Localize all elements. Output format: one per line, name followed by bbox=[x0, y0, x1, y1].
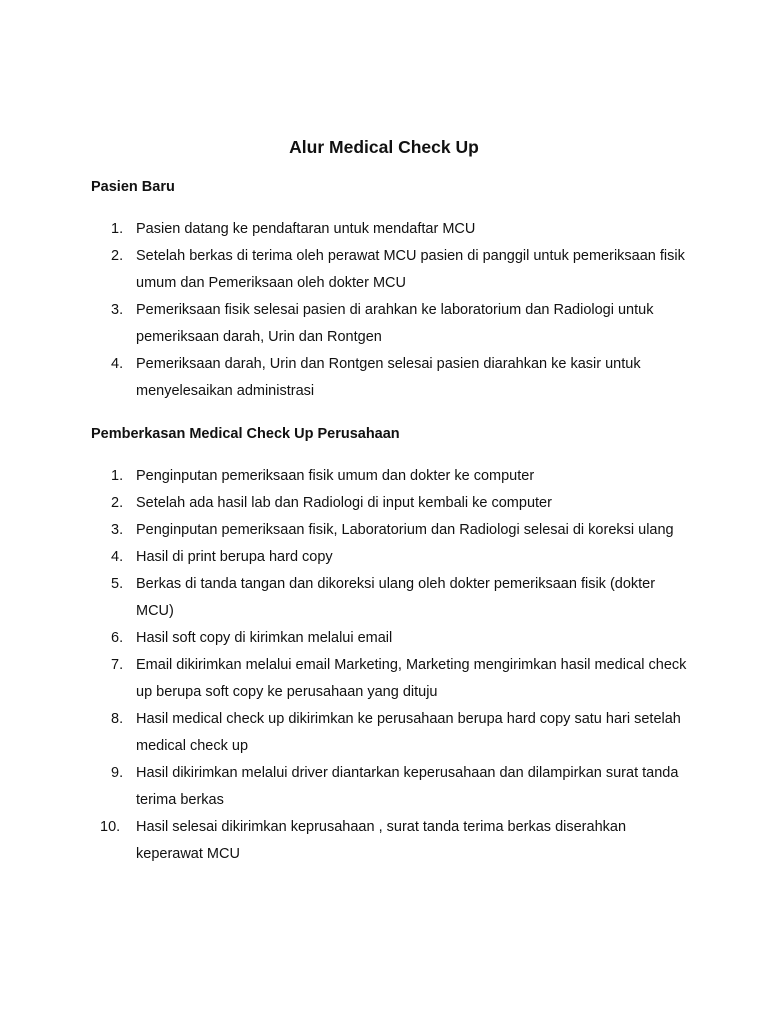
item-text: Hasil selesai dikirimkan keprusahaan , surat tanda terima berkas diserahkan keperawat MCU bbox=[136, 819, 627, 862]
item-number: 10. bbox=[100, 819, 121, 835]
list-item bbox=[91, 517, 691, 544]
item-number: 1. bbox=[111, 468, 124, 484]
item-number: 2. bbox=[111, 248, 124, 264]
steps-list-pasien-baru bbox=[91, 216, 691, 405]
item-number: 8. bbox=[111, 711, 124, 727]
item-text: Hasil soft copy di kirimkan melalui email bbox=[136, 630, 393, 646]
item-text: Setelah berkas di terima oleh perawat MCU pasien di panggil untuk pemeriksaan fisik umum dan Pemeriksaan oleh dokter MCU bbox=[136, 248, 685, 291]
item-number: 4. bbox=[111, 549, 124, 565]
document-title: Alur Medical Check Up bbox=[289, 137, 479, 157]
list-item bbox=[91, 490, 691, 517]
item-text: Penginputan pemeriksaan fisik, Laboratorium dan Radiologi selesai di koreksi ulang bbox=[136, 522, 674, 538]
list-item bbox=[91, 463, 691, 490]
item-text: Email dikirimkan melalui email Marketing, Marketing mengirimkan hasil medical check up berupa soft copy ke perusahaan yang dituju bbox=[136, 657, 687, 700]
item-number: 5. bbox=[111, 576, 124, 592]
item-text: Pasien datang ke pendaftaran untuk mendaftar MCU bbox=[136, 221, 476, 237]
item-number: 9. bbox=[111, 765, 124, 781]
item-text: Berkas di tanda tangan dan dikoreksi ulang oleh dokter pemeriksaan fisik (dokter MCU) bbox=[136, 576, 656, 619]
item-number: 4. bbox=[111, 356, 124, 372]
list-item bbox=[91, 571, 691, 625]
list-item bbox=[91, 760, 691, 814]
item-number: 6. bbox=[111, 630, 124, 646]
list-item bbox=[91, 544, 691, 571]
item-text: Pemeriksaan darah, Urin dan Rontgen selesai pasien diarahkan ke kasir untuk menyelesaikan administrasi bbox=[136, 356, 641, 399]
item-text: Hasil medical check up dikirimkan ke perusahaan berupa hard copy satu hari setelah medical check up bbox=[136, 711, 681, 754]
item-number: 3. bbox=[111, 302, 124, 318]
item-number: 3. bbox=[111, 522, 124, 538]
list-item bbox=[91, 216, 691, 243]
list-item bbox=[91, 625, 691, 652]
steps-list-pemberkasan bbox=[91, 463, 691, 868]
item-number: 1. bbox=[111, 221, 124, 237]
item-text: Hasil di print berupa hard copy bbox=[136, 549, 333, 565]
item-number: 7. bbox=[111, 657, 124, 673]
list-item bbox=[91, 706, 691, 760]
item-text: Pemeriksaan fisik selesai pasien di arahkan ke laboratorium dan Radiologi untuk pemeriksaan darah, Urin dan Rontgen bbox=[136, 302, 654, 345]
item-text: Hasil dikirimkan melalui driver diantarkan keperusahaan dan dilampirkan surat tanda terima berkas bbox=[136, 765, 679, 808]
list-item bbox=[91, 652, 691, 706]
list-item bbox=[91, 297, 691, 351]
section-heading-pemberkasan: Pemberkasan Medical Check Up Perusahaan bbox=[91, 426, 400, 442]
list-item bbox=[91, 243, 691, 297]
item-text: Setelah ada hasil lab dan Radiologi di input kembali ke computer bbox=[136, 495, 552, 511]
section-heading-pasien-baru: Pasien Baru bbox=[91, 179, 175, 195]
list-item bbox=[91, 814, 691, 868]
list-item bbox=[91, 351, 691, 405]
item-number: 2. bbox=[111, 495, 124, 511]
item-text: Penginputan pemeriksaan fisik umum dan dokter ke computer bbox=[136, 468, 535, 484]
